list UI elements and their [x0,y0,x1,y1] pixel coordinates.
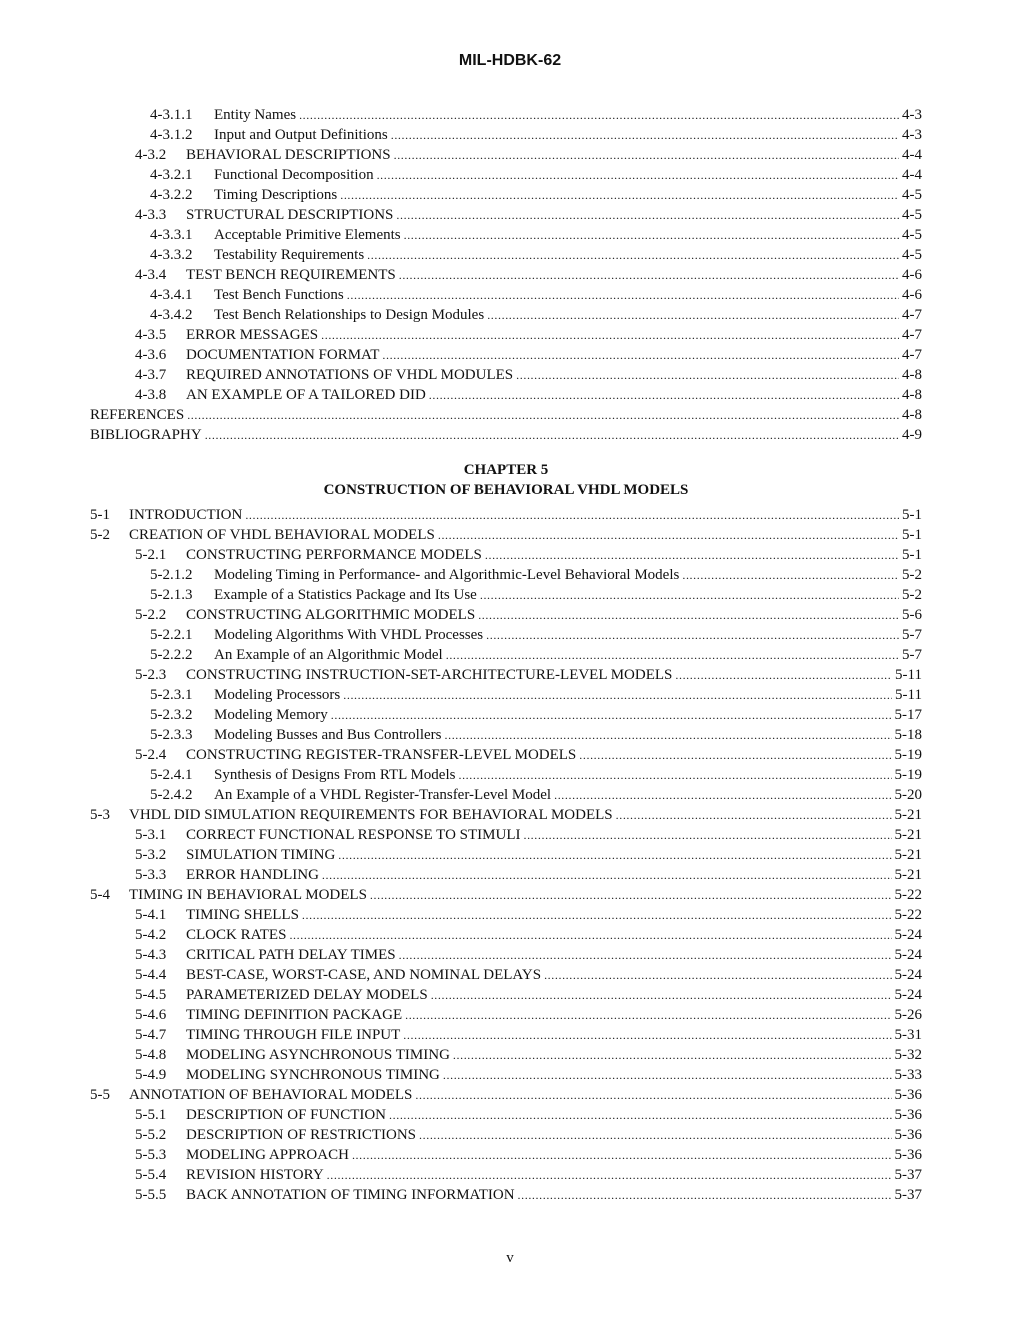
toc-entry-title: Acceptable Primitive Elements [214,227,401,243]
toc-entry-number: 5-4.9 [135,1067,167,1083]
toc-entry-number: 5-2.1.2 [150,567,193,583]
dot-leader [399,265,899,285]
toc-entry-page: 4-7 [902,327,922,343]
toc-entry-number: 4-3.4.1 [150,287,193,303]
toc-entry-title: PARAMETERIZED DELAY MODELS [186,987,428,1003]
toc-entry-title: Modeling Busses and Bus Controllers [214,727,442,743]
toc-entry [90,565,922,585]
toc-entry-title: CONSTRUCTING PERFORMANCE MODELS [186,547,482,563]
toc-entry-number: 5-2.1 [135,547,167,563]
toc-entry-title: BACK ANNOTATION OF TIMING INFORMATION [186,1187,515,1203]
toc-entry-page: 4-8 [902,367,922,383]
toc-section-chapter-4 [90,105,922,445]
toc-entry-page: 4-9 [902,427,922,443]
dot-leader [299,105,899,125]
toc-entry-title: Modeling Algorithms With VHDL Processes [214,627,484,643]
dot-leader [377,165,899,185]
dot-leader [487,305,899,325]
toc-entry-number: 4-3.4 [135,267,167,283]
toc-entry-title: TIMING THROUGH FILE INPUT [186,1027,401,1043]
toc-entry [90,345,922,365]
toc-entry-page: 5-33 [894,1067,922,1083]
toc-entry-number: 5-2.2 [135,607,167,623]
toc-entry-page: 5-36 [894,1127,922,1143]
toc-entry-title: An Example of a VHDL Register-Transfer-Level Model [214,787,552,803]
toc-entry-page: 5-17 [894,707,922,723]
toc-entry-page: 4-8 [902,407,922,423]
toc-entry-page: 5-1 [902,547,922,563]
toc-entry [90,1065,922,1085]
toc-entry [90,245,922,265]
dot-leader [367,245,899,265]
toc-entry-page: 5-31 [894,1027,922,1043]
toc-entry-title: Modeling Memory [214,707,328,723]
toc-entry-title: CONSTRUCTING INSTRUCTION-SET-ARCHITECTURE-LEVEL MODELS [186,667,673,683]
dot-leader [382,345,899,365]
toc-entry-title: BIBLIOGRAPHY [90,427,202,443]
toc-entry-number: 5-5.4 [135,1167,167,1183]
toc-entry [90,965,922,985]
toc-entry-title: CRITICAL PATH DELAY TIMES [186,947,396,963]
toc-entry-page: 5-6 [902,607,922,623]
toc-entry-title: Synthesis of Designs From RTL Models [214,767,456,783]
toc-entry-number: 4-3.4.2 [150,307,193,323]
toc-entry [90,625,922,645]
toc-entry [90,725,922,745]
toc-entry-title: CONSTRUCTING REGISTER-TRANSFER-LEVEL MODELS [186,747,577,763]
toc-entry-title: Input and Output Definitions [214,127,388,143]
toc-entry-page: 4-6 [902,287,922,303]
toc-entry-page: 5-21 [894,867,922,883]
toc-entry-number: 4-3.5 [135,327,167,343]
toc-entry-title: Modeling Timing in Performance- and Algorithmic-Level Behavioral Models [214,567,680,583]
toc-entry-page: 5-7 [902,647,922,663]
toc-entry-title: Test Bench Relationships to Design Modules [214,307,485,323]
table-of-contents [90,105,922,1205]
toc-entry-title: BEST-CASE, WORST-CASE, AND NOMINAL DELAYS [186,967,542,983]
toc-entry-number: 5-2.4.2 [150,787,193,803]
toc-entry-title: Modeling Processors [214,687,341,703]
toc-entry-number: 5-5.2 [135,1127,167,1143]
toc-entry-number: 4-3.1.1 [150,107,193,123]
toc-entry-number: 5-1 [90,507,110,523]
toc-entry-number: 5-5 [90,1087,110,1103]
dot-leader [554,785,891,805]
toc-entry-page: 4-5 [902,227,922,243]
dot-leader [445,725,892,745]
toc-entry-number: 5-5.5 [135,1187,167,1203]
toc-entry-number: 5-4.8 [135,1047,167,1063]
toc-entry-title: CREATION OF VHDL BEHAVIORAL MODELS [129,527,435,543]
toc-entry-page: 5-21 [894,827,922,843]
toc-entry-number: 5-4.7 [135,1027,167,1043]
dot-leader [370,885,892,905]
toc-entry-title: Functional Decomposition [214,167,374,183]
toc-entry-title: Timing Descriptions [214,187,338,203]
dot-leader [187,405,899,425]
dot-leader [302,905,892,925]
dot-leader [394,145,899,165]
toc-entry-number: 5-4 [90,887,110,903]
toc-entry [90,1145,922,1165]
toc-entry-page: 5-36 [894,1087,922,1103]
dot-leader [404,225,899,245]
dot-leader [518,1185,892,1205]
toc-entry [90,605,922,625]
toc-entry-page: 5-24 [894,947,922,963]
toc-entry-title: TEST BENCH REQUIREMENTS [186,267,396,283]
toc-entry-number: 5-3 [90,807,110,823]
toc-entry-page: 4-7 [902,307,922,323]
toc-entry-page: 5-24 [894,987,922,1003]
toc-entry-number: 5-4.5 [135,987,167,1003]
dot-leader [431,985,892,1005]
toc-entry-page: 4-5 [902,207,922,223]
dot-leader [446,645,899,665]
dot-leader [478,605,899,625]
toc-entry [90,265,922,285]
toc-entry [90,1105,922,1125]
toc-entry-title: REQUIRED ANNOTATIONS OF VHDL MODULES [186,367,514,383]
toc-entry-page: 5-36 [894,1107,922,1123]
toc-entry-number: 5-2.2.1 [150,627,193,643]
toc-entry-page: 4-5 [902,247,922,263]
toc-entry-page: 4-8 [902,387,922,403]
toc-entry-title: Entity Names [214,107,297,123]
toc-entry-number: 5-2.3.2 [150,707,193,723]
dot-leader [405,1005,891,1025]
toc-entry-number: 5-2.2.2 [150,647,193,663]
dot-leader [516,365,899,385]
toc-entry [90,745,922,765]
toc-entry-number: 5-2.3.3 [150,727,193,743]
toc-entry [90,925,922,945]
toc-entry [90,945,922,965]
toc-entry [90,185,922,205]
toc-entry [90,1085,922,1105]
dot-leader [340,185,899,205]
toc-entry-page: 5-37 [894,1167,922,1183]
toc-entry [90,845,922,865]
toc-entry [90,1005,922,1025]
toc-entry-number: 4-3.3.1 [150,227,193,243]
toc-entry-number: 5-2 [90,527,110,543]
toc-entry [90,1045,922,1065]
chapter-label: CHAPTER 5 [463,462,549,478]
toc-section-chapter-5 [90,505,922,1205]
dot-leader [579,745,891,765]
toc-entry-title: BEHAVIORAL DESCRIPTIONS [186,147,391,163]
dot-leader [443,1065,892,1085]
toc-entry-title: An Example of an Algorithmic Model [214,647,443,663]
toc-entry [90,865,922,885]
dot-leader [616,805,892,825]
toc-entry-page: 5-21 [894,847,922,863]
toc-entry-title: TIMING IN BEHAVIORAL MODELS [129,887,367,903]
toc-entry [90,785,922,805]
toc-entry-page: 5-11 [895,667,922,683]
toc-entry [90,325,922,345]
toc-entry-number: 5-5.1 [135,1107,167,1123]
toc-entry-page: 4-4 [902,167,922,183]
toc-entry-title: CONSTRUCTING ALGORITHMIC MODELS [186,607,476,623]
dot-leader [391,125,899,145]
toc-entry-number: 5-3.3 [135,867,167,883]
dot-leader [289,925,891,945]
toc-entry [90,305,922,325]
toc-entry-title: CLOCK RATES [186,927,287,943]
toc-entry-title: Test Bench Functions [214,287,344,303]
toc-entry-number: 5-2.3 [135,667,167,683]
toc-entry-number: 5-3.2 [135,847,167,863]
toc-entry-number: 4-3.1.2 [150,127,193,143]
dot-leader [486,625,899,645]
dot-leader [205,425,899,445]
toc-entry-page: 5-24 [894,927,922,943]
dot-leader [389,1105,891,1125]
toc-entry [90,645,922,665]
toc-entry-title: MODELING ASYNCHRONOUS TIMING [186,1047,450,1063]
dot-leader [343,685,892,705]
dot-leader [415,1085,891,1105]
toc-entry-page: 5-1 [902,507,922,523]
dot-leader [331,705,892,725]
dot-leader [453,1045,892,1065]
toc-entry-page: 4-5 [902,187,922,203]
toc-entry-title: SIMULATION TIMING [186,847,336,863]
dot-leader [682,565,899,585]
toc-entry [90,1165,922,1185]
dot-leader [352,1145,892,1165]
dot-leader [523,825,891,845]
toc-entry-title: STRUCTURAL DESCRIPTIONS [186,207,394,223]
toc-entry-number: 5-4.1 [135,907,167,923]
toc-entry-page: 5-20 [894,787,922,803]
toc-entry [90,665,922,685]
toc-entry [90,805,922,825]
toc-entry [90,165,922,185]
toc-entry [90,405,922,425]
toc-entry-title: REFERENCES [90,407,185,423]
toc-entry [90,385,922,405]
toc-entry-title: ERROR MESSAGES [186,327,319,343]
dot-leader [245,505,899,525]
toc-entry-page: 4-7 [902,347,922,363]
toc-entry [90,1025,922,1045]
toc-entry [90,365,922,385]
toc-entry-number: 4-3.2 [135,147,167,163]
toc-entry-number: 4-3.2.1 [150,167,193,183]
dot-leader [438,525,899,545]
toc-entry-number: 5-4.4 [135,967,167,983]
toc-entry-number: 5-3.1 [135,827,167,843]
toc-entry [90,685,922,705]
toc-entry-page: 5-2 [902,567,922,583]
dot-leader [347,285,899,305]
toc-entry [90,105,922,125]
toc-entry-number: 4-3.3 [135,207,167,223]
chapter-title: CONSTRUCTION OF BEHAVIORAL VHDL MODELS [323,482,689,498]
toc-entry-page: 5-32 [894,1047,922,1063]
toc-entry-title: Testability Requirements [214,247,365,263]
toc-entry-number: 5-2.1.3 [150,587,193,603]
toc-entry-number: 5-4.3 [135,947,167,963]
toc-entry-title: VHDL DID SIMULATION REQUIREMENTS FOR BEHAVIORAL MODELS [129,807,613,823]
dot-leader [675,665,892,685]
toc-entry-title: DOCUMENTATION FORMAT [186,347,380,363]
dot-leader [399,945,892,965]
toc-entry-title: ANNOTATION OF BEHAVIORAL MODELS [129,1087,413,1103]
toc-entry [90,225,922,245]
page-number: v [506,1250,514,1266]
toc-entry-page: 5-36 [894,1147,922,1163]
toc-entry-page: 5-1 [902,527,922,543]
toc-entry-number: 4-3.6 [135,347,167,363]
toc-entry-title: REVISION HISTORY [186,1167,324,1183]
dot-leader [338,845,891,865]
toc-entry [90,525,922,545]
toc-entry-page: 5-37 [894,1187,922,1203]
toc-entry-page: 4-3 [902,107,922,123]
toc-entry-page: 4-4 [902,147,922,163]
toc-entry-title: Example of a Statistics Package and Its Use [214,587,477,603]
toc-entry-page: 5-2 [902,587,922,603]
dot-leader [458,765,891,785]
toc-entry-page: 5-22 [894,887,922,903]
toc-entry-number: 4-3.7 [135,367,167,383]
toc-entry-title: CORRECT FUNCTIONAL RESPONSE TO STIMULI [186,827,521,843]
dot-leader [322,865,892,885]
toc-entry-title: AN EXAMPLE OF A TAILORED DID [186,387,426,403]
dot-leader [480,585,899,605]
toc-entry-title: DESCRIPTION OF RESTRICTIONS [186,1127,417,1143]
toc-entry-page: 5-26 [894,1007,922,1023]
toc-entry-number: 4-3.2.2 [150,187,193,203]
toc-entry-title: DESCRIPTION OF FUNCTION [186,1107,387,1123]
dot-leader [403,1025,891,1045]
toc-entry-page: 5-22 [894,907,922,923]
document-header: MIL-HDBK-62 [458,52,562,69]
toc-entry-page: 5-18 [894,727,922,743]
toc-entry-title: TIMING DEFINITION PACKAGE [186,1007,403,1023]
toc-entry-title: ERROR HANDLING [186,867,319,883]
toc-entry-number: 5-2.4 [135,747,167,763]
toc-entry [90,505,922,525]
toc-entry [90,885,922,905]
toc-entry-page: 5-19 [894,747,922,763]
dot-leader [485,545,899,565]
toc-entry [90,1185,922,1205]
toc-entry [90,145,922,165]
toc-entry-number: 4-3.3.2 [150,247,193,263]
toc-entry [90,1125,922,1145]
toc-entry [90,585,922,605]
dot-leader [396,205,899,225]
toc-entry-number: 5-2.4.1 [150,767,193,783]
toc-entry [90,765,922,785]
toc-entry-title: TIMING SHELLS [186,907,299,923]
dot-leader [327,1165,892,1185]
toc-entry-page: 5-11 [895,687,922,703]
toc-entry [90,545,922,565]
toc-entry-page: 5-21 [894,807,922,823]
toc-entry-page: 4-6 [902,267,922,283]
toc-entry-number: 4-3.8 [135,387,167,403]
toc-entry [90,125,922,145]
toc-entry [90,425,922,445]
toc-entry-page: 5-7 [902,627,922,643]
toc-entry-number: 5-5.3 [135,1147,167,1163]
toc-entry-title: INTRODUCTION [129,507,243,523]
toc-entry [90,905,922,925]
toc-entry [90,985,922,1005]
dot-leader [419,1125,891,1145]
toc-entry-number: 5-4.2 [135,927,167,943]
toc-entry [90,205,922,225]
toc-entry-page: 4-3 [902,127,922,143]
toc-entry-page: 5-24 [894,967,922,983]
toc-entry [90,285,922,305]
toc-entry [90,705,922,725]
dot-leader [429,385,899,405]
toc-entry [90,825,922,845]
toc-entry-title: MODELING APPROACH [186,1147,349,1163]
toc-entry-number: 5-2.3.1 [150,687,193,703]
dot-leader [321,325,899,345]
toc-entry-title: MODELING SYNCHRONOUS TIMING [186,1067,440,1083]
toc-entry-number: 5-4.6 [135,1007,167,1023]
dot-leader [544,965,891,985]
toc-entry-page: 5-19 [894,767,922,783]
